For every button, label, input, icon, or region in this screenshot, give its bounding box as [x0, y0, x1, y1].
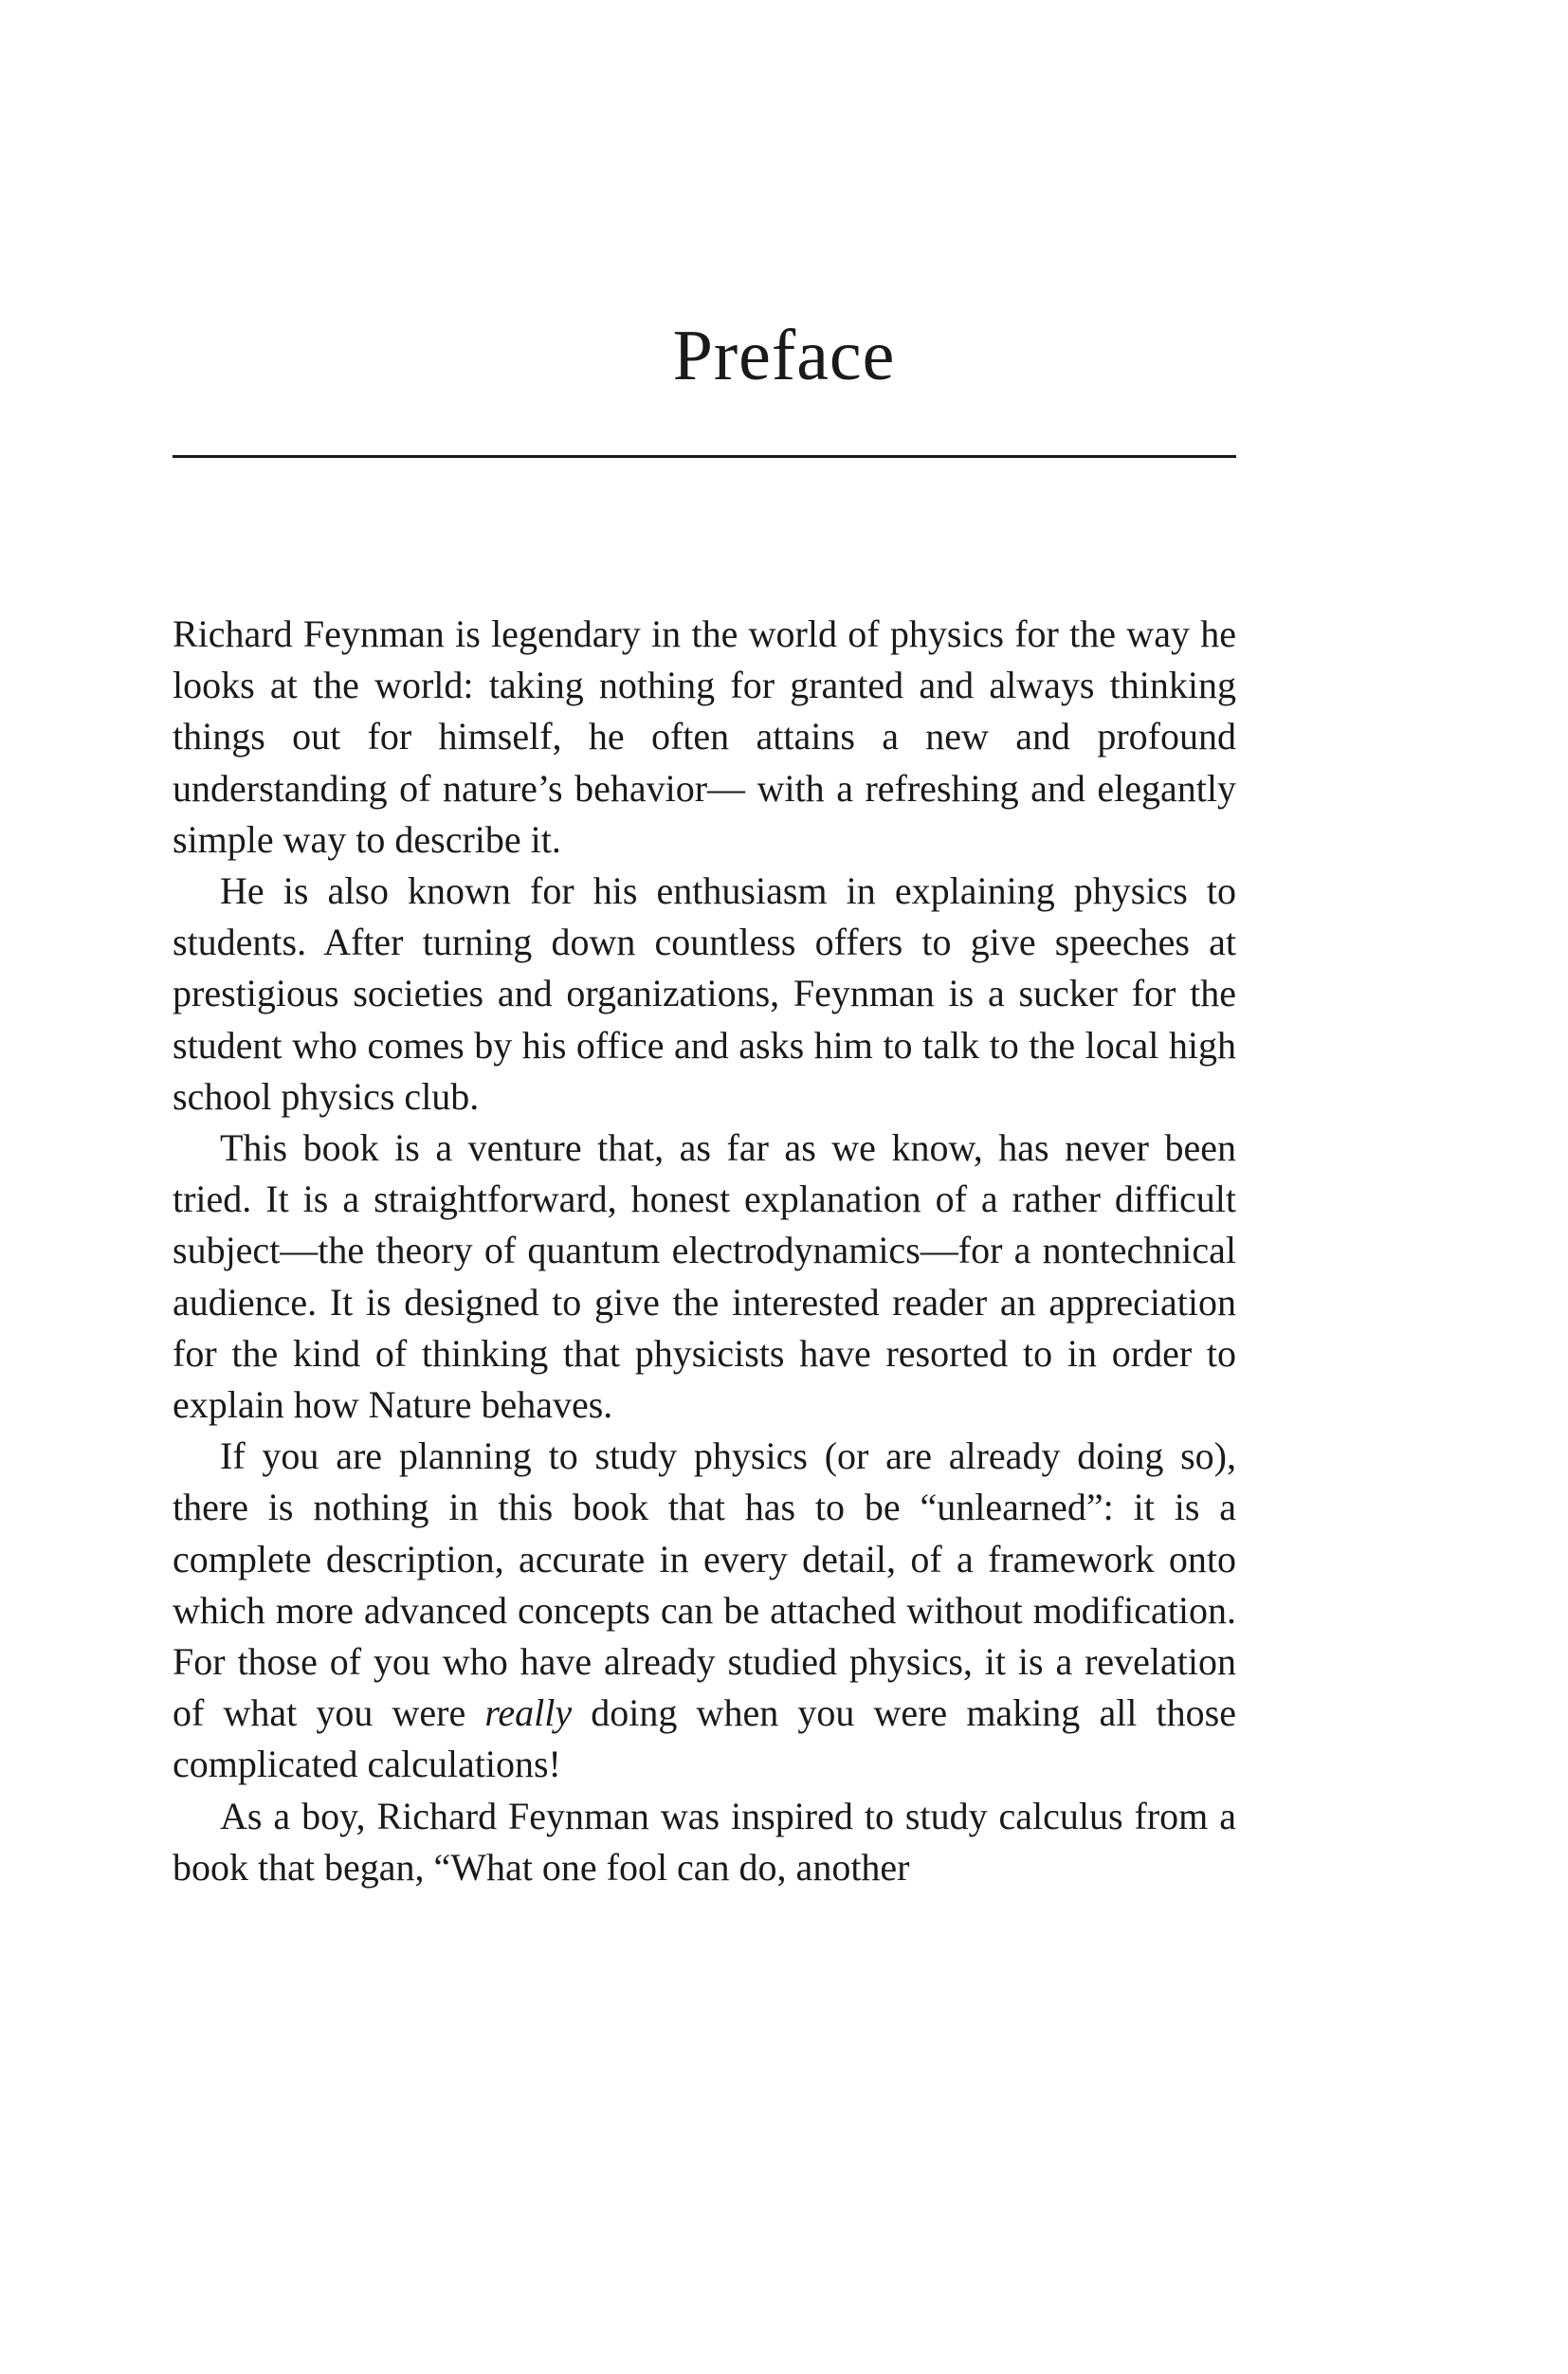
page-title: Preface: [672, 316, 896, 395]
paragraph-2: He is also known for his enthusiasm in explaining physics to students. After turning down countless offers to give speeches at prestigious societies and organizations, Feynman is a sucker for the student who comes by his office and asks him to talk to the local high school physics club.: [173, 869, 1236, 1118]
paragraph-4: [173, 1431, 1236, 1790]
paragraph-1: Richard Feynman is legendary in the world of physics for the way he looks at the world: taking nothing for granted and always thinking things out for himself, he often attains a new and profound understanding of nature’s behavior— with a refreshing and elegantly simple way to describe it.: [173, 612, 1236, 861]
title-rule: [173, 455, 1236, 458]
paragraph-3: This book is a venture that, as far as we know, has never been tried. It is a straightforward, honest explanation of a rather difficult subject—the theory of quantum electrodynamics—for a nontechnical audience. It is designed to give the interested reader an appreciation for the kind of thinking that physicists have resorted to in order to explain how Nature behaves.: [173, 1126, 1236, 1427]
paragraph-5: As a boy, Richard Feynman was inspired to study calculus from a book that began, “What one fool can do, another: [173, 1794, 1236, 1889]
body-text: [173, 609, 1236, 1893]
paragraph-4-emphasis: really: [484, 1691, 573, 1735]
paragraph-4-text-after: doing when you were making all those complicated calculations!: [173, 1691, 1236, 1786]
paragraph-4-text-before: If you are planning to study physics (or are already doing so), there is nothing in this book that has to be “unlearned”: it is a complete description, accurate in every detail, of a framework onto which more advanced concepts can be attached without modification. For those of you who have already studied physics, it is a revelation of what you were: [173, 1434, 1236, 1735]
